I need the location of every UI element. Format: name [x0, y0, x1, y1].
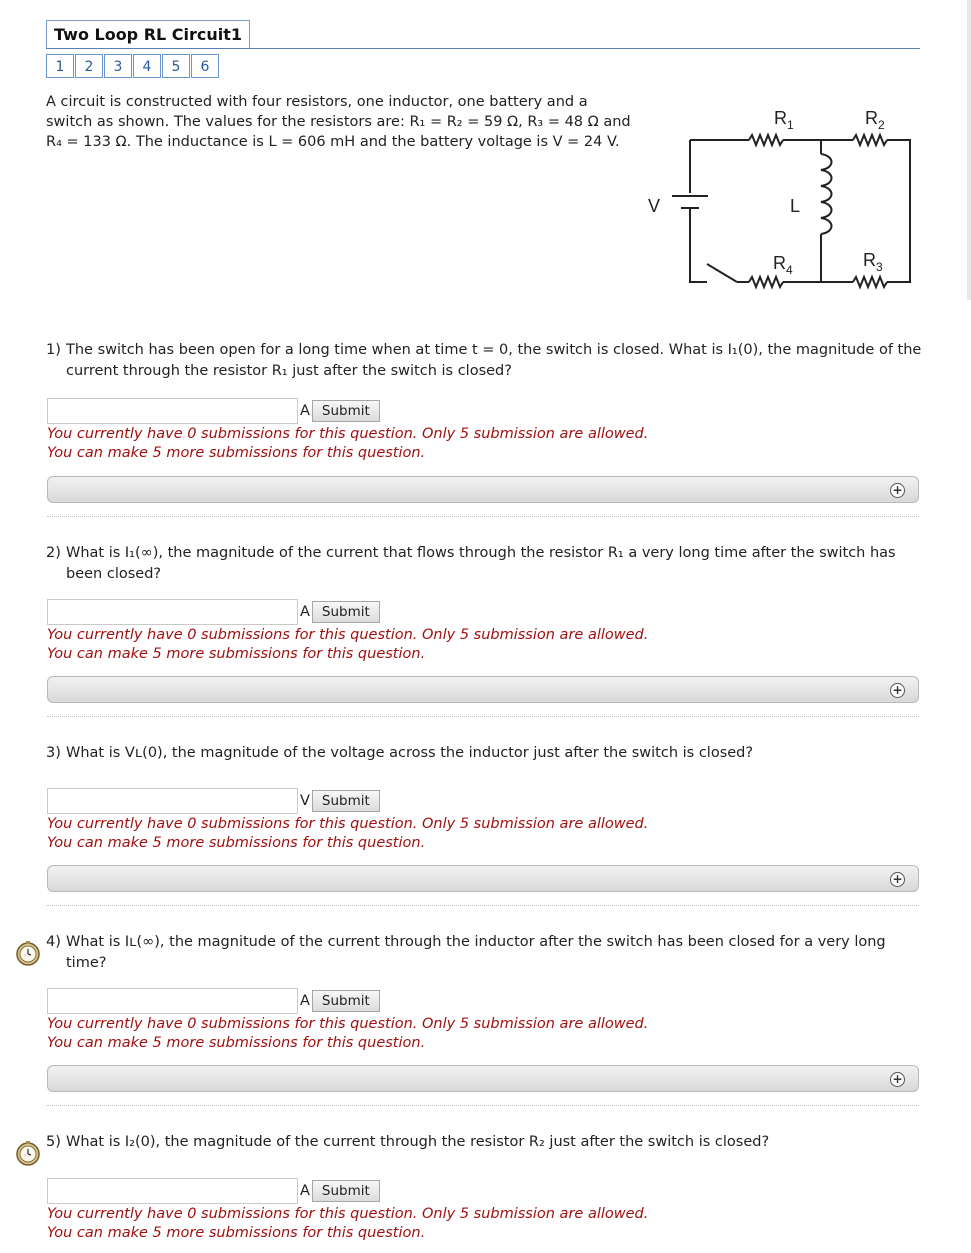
- question-2-submit-button[interactable]: Submit: [312, 601, 380, 623]
- part-tabs: [46, 54, 220, 78]
- question-3-number: 3): [46, 745, 61, 761]
- question-3-submission-info: [47, 815, 648, 853]
- question-5-number: 5): [46, 1134, 61, 1150]
- tab-part-1[interactable]: 1: [46, 54, 74, 78]
- question-2-text-line2: been closed?: [66, 566, 162, 582]
- question-1: [46, 340, 926, 382]
- label-r1: [774, 108, 794, 132]
- question-2-hint-bar[interactable]: [47, 676, 919, 703]
- label-r3-main: R: [863, 250, 876, 270]
- question-1-answer-input[interactable]: [47, 398, 298, 424]
- tab-part-6[interactable]: 6: [191, 54, 219, 78]
- intro-line-2: switch as shown. The values for the resistors are: R₁ = R₂ = 59 Ω, R₃ = 48 Ω and: [46, 114, 631, 130]
- question-4-submit-button[interactable]: Submit: [312, 990, 380, 1012]
- question-3-hint-bar[interactable]: [47, 865, 919, 892]
- question-1-text-line1: The switch has been open for a long time when at time t = 0, the switch is closed. What is I₁(0), the magnitude of the: [66, 342, 922, 358]
- question-5-submission-info: [47, 1205, 648, 1243]
- question-3-submission-remaining: You can make 5 more submissions for this question.: [47, 835, 426, 851]
- question-divider: [47, 1105, 919, 1106]
- question-1-unit: A: [300, 403, 310, 419]
- r3-resistor: [853, 277, 887, 287]
- question-4-text-line2: time?: [66, 955, 107, 971]
- question-1-hint-bar[interactable]: [47, 476, 919, 503]
- label-r2: [865, 108, 885, 132]
- expand-plus-icon[interactable]: +: [890, 1072, 905, 1087]
- question-4-unit: A: [300, 993, 310, 1009]
- tab-part-2[interactable]: 2: [75, 54, 103, 78]
- question-divider: [47, 905, 919, 906]
- question-4-submission-info: [47, 1015, 648, 1053]
- bottom-left-wire: [690, 208, 707, 282]
- question-5-answer-input[interactable]: [47, 1178, 298, 1204]
- question-2-text-line1: What is I₁(∞), the magnitude of the current that flows through the resistor R₁ a very long time after the switch has: [66, 545, 896, 561]
- tab-part-3[interactable]: 3: [104, 54, 132, 78]
- question-3-answer-row: [47, 787, 380, 815]
- question-1-submission-info: [47, 425, 648, 463]
- question-2-submission-count: You currently have 0 submissions for this question. Only 5 submission are allowed.: [47, 627, 649, 643]
- question-5-submission-count: You currently have 0 submissions for this question. Only 5 submission are allowed.: [47, 1206, 649, 1222]
- question-4-answer-input[interactable]: [47, 988, 298, 1014]
- inductor-coil: [821, 154, 832, 234]
- tab-part-4[interactable]: 4: [133, 54, 161, 78]
- expand-plus-icon[interactable]: +: [890, 683, 905, 698]
- question-3-unit: V: [300, 793, 310, 809]
- question-3-answer-input[interactable]: [47, 788, 298, 814]
- question-1-text-line2: current through the resistor R₁ just after the switch is closed?: [66, 363, 512, 379]
- expand-plus-icon[interactable]: +: [890, 483, 905, 498]
- label-r1-main: R: [774, 108, 787, 128]
- label-r2-main: R: [865, 108, 878, 128]
- question-3-submission-count: You currently have 0 submissions for this question. Only 5 submission are allowed.: [47, 816, 649, 832]
- question-2-answer-input[interactable]: [47, 599, 298, 625]
- question-4-submission-count: You currently have 0 submissions for this question. Only 5 submission are allowed.: [47, 1016, 649, 1032]
- switch-blade: [707, 264, 737, 282]
- question-5-text-line1: What is I₂(0), the magnitude of the current through the resistor R₂ just after the switch is closed?: [66, 1134, 770, 1150]
- bottom-right-wire: [887, 140, 910, 282]
- question-5-submit-button[interactable]: Submit: [312, 1180, 380, 1202]
- question-5-submission-remaining: You can make 5 more submissions for this question.: [47, 1225, 426, 1241]
- pocket-watch-icon: [15, 1140, 41, 1166]
- question-2-answer-row: [47, 598, 380, 626]
- question-4-answer-row: [47, 987, 380, 1015]
- question-2-submission-remaining: You can make 5 more submissions for this question.: [47, 646, 426, 662]
- r2-resistor: [853, 135, 887, 145]
- circuit-diagram: [645, 100, 925, 300]
- question-3-text-line1: What is Vʟ(0), the magnitude of the voltage across the inductor just after the switch is closed?: [66, 745, 754, 761]
- question-2-unit: A: [300, 604, 310, 620]
- pocket-watch-icon: [15, 940, 41, 966]
- r4-resistor: [749, 277, 783, 287]
- expand-plus-icon[interactable]: +: [890, 872, 905, 887]
- question-4-text-line1: What is Iʟ(∞), the magnitude of the current through the inductor after the switch has been closed for a very long: [66, 934, 886, 950]
- label-r4: [773, 253, 793, 277]
- question-5-unit: A: [300, 1183, 310, 1199]
- question-2-submission-info: [47, 626, 648, 664]
- label-r4-sub: 4: [786, 263, 793, 277]
- problem-title: Two Loop RL Circuit1: [46, 20, 250, 49]
- problem-description: [46, 92, 631, 152]
- question-1-answer-row: [47, 397, 380, 425]
- question-2: [46, 543, 926, 585]
- question-1-submission-remaining: You can make 5 more submissions for this question.: [47, 445, 426, 461]
- question-4-hint-bar[interactable]: [47, 1065, 919, 1092]
- question-1-submit-button[interactable]: Submit: [312, 400, 380, 422]
- tab-part-5[interactable]: 5: [162, 54, 190, 78]
- label-r1-sub: 1: [787, 118, 794, 132]
- question-1-submission-count: You currently have 0 submissions for this question. Only 5 submission are allowed.: [47, 426, 649, 442]
- question-5: [46, 1132, 926, 1153]
- label-r3-sub: 3: [876, 260, 883, 274]
- question-divider: [47, 516, 919, 517]
- question-2-number: 2): [46, 545, 61, 561]
- question-4-number: 4): [46, 934, 61, 950]
- question-4: [46, 932, 926, 974]
- label-inductor-l: L: [790, 196, 801, 216]
- page-scrollbar[interactable]: [967, 0, 971, 300]
- title-underline: [46, 48, 920, 49]
- label-r2-sub: 2: [878, 118, 885, 132]
- question-3: [46, 743, 926, 764]
- intro-line-1: A circuit is constructed with four resistors, one inductor, one battery and a: [46, 94, 588, 110]
- label-battery-v: V: [648, 196, 661, 216]
- question-4-submission-remaining: You can make 5 more submissions for this question.: [47, 1035, 426, 1051]
- question-1-number: 1): [46, 342, 61, 358]
- question-5-answer-row: [47, 1177, 380, 1205]
- question-3-submit-button[interactable]: Submit: [312, 790, 380, 812]
- question-divider: [47, 716, 919, 717]
- label-r3: [863, 250, 883, 274]
- r1-resistor: [749, 135, 783, 145]
- label-r4-main: R: [773, 253, 786, 273]
- intro-line-3: R₄ = 133 Ω. The inductance is L = 606 mH and the battery voltage is V = 24 V.: [46, 134, 620, 150]
